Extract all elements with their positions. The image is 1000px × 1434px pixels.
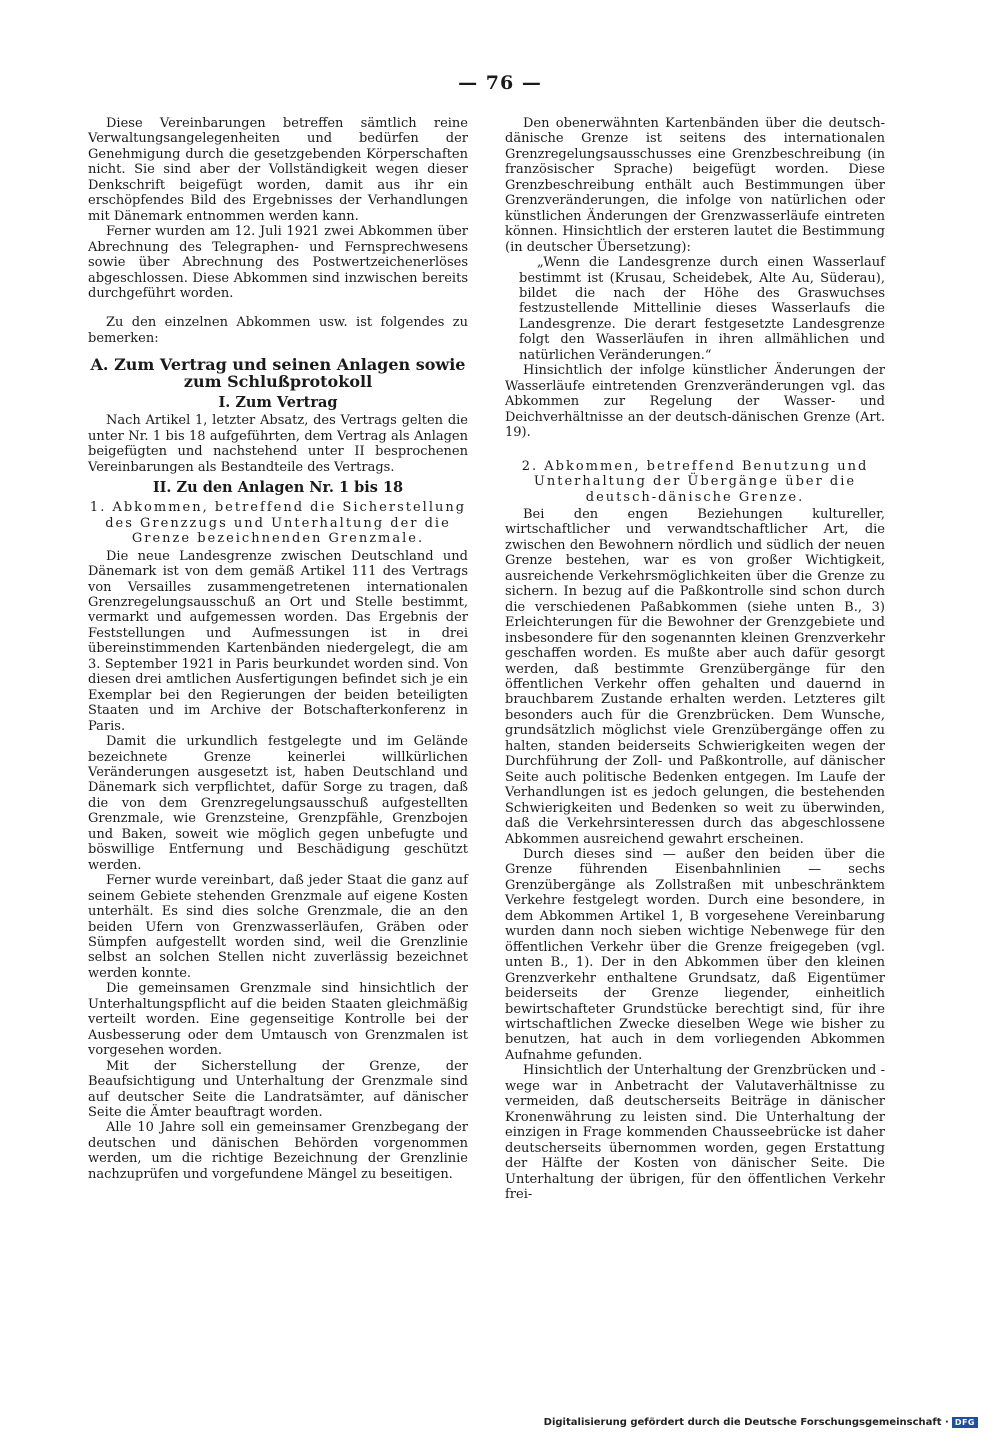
paragraph: Damit die urkundlich festgelegte und im Gelände bezeichnete Grenze keinerlei willkürlichen Veränderungen ausgesetzt ist, haben Deutschland und Dänemark sich verpflichtet, dafür Sorge zu tragen, daß die von dem Grenzregelungsausschuß aufgestellten Grenzmale, wie Grenzsteine, Grenzpfähle, Grenzbojen und Baken, soweit wie möglich gegen unbefugte und böswillige Entfernung und Beschädigung geschützt werden. bbox=[88, 734, 468, 873]
paragraph: Ferner wurde vereinbart, daß jeder Staat die ganz auf seinem Gebiete stehenden Grenzmale auf eigene Kosten unterhält. Es sind dies solche Grenzmale, die an den beiden Ufern von Grenzwasserläufen, Gräben oder Sümpfen aufgestellt worden sind, weil die Grenzlinie selbst an solchen Stellen nicht zuverlässig bezeichnet werden konnte. bbox=[88, 873, 468, 981]
paragraph: Hinsichtlich der Unterhaltung der Grenzbrücken und -wege war in Anbetracht der Valutaverhältnisse zu vermeiden, daß deutscherseits Beiträge in dänischer Kronenwährung zu leisten sind. Die Unterhaltung der einzigen in Frage kommenden Chausseebrücke ist daher deutscherseits übernommen worden, gegen Erstattung der Hälfte der Kosten von dänischer Seite. Die Unterhaltung der übrigen, für den öffentlichen Verkehr frei- bbox=[505, 1063, 885, 1202]
paragraph: Mit der Sicherstellung der Grenze, der Beaufsichtigung und Unterhaltung der Grenzmale sind auf deutscher Seite die Landratsämter, auf dänischer Seite die Ämter beauftragt worden. bbox=[88, 1058, 468, 1120]
paragraph: Die gemeinsamen Grenzmale sind hinsichtlich der Unterhaltungspflicht auf die beiden Staaten gleichmäßig verteilt worden. Eine gegenseitige Kontrolle bei der Ausbesserung oder dem Umtausch von Grenzmalen ist vorgesehen worden. bbox=[88, 981, 468, 1059]
paragraph: Hinsichtlich der infolge künstlicher Änderungen der Wasserläufe eintretenden Grenzveränderungen vgl. das Abkommen zur Regelung der Wasser- und Deichverhältnisse an der deutsch-dänischen Grenze (Art. 19). bbox=[505, 363, 885, 441]
section-heading-a: A. Zum Vertrag und seinen Anlagen sowie zum Schlußprotokoll bbox=[90, 355, 466, 392]
paragraph: Die neue Landesgrenze zwischen Deutschland und Dänemark ist von dem gemäß Artikel 111 des Vertrags von Versailles zusammengetretenen internationalen Grenzregelungsausschuß an Ort und Stelle bestimmt, vermarkt und aufgemessen worden. Das Ergebnis der Feststellungen und Aufmessungen ist in drei übereinstimmenden Kartenbänden niedergelegt, die am 3. September 1921 in Paris beurkundet worden sind. Von diesen drei amtlichen Ausfertigungen befindet sich je ein Exemplar bei den Regierungen der beiden beteiligten Staaten und im Archive der Botschafterkonferenz in Paris. bbox=[88, 548, 468, 734]
item-heading-2: 2. Abkommen, betreffend Benutzung und Unterhaltung der Übergänge über die deutsch-dänische Grenze. bbox=[521, 458, 869, 505]
page-number: — 76 — bbox=[458, 72, 542, 94]
quotation: „Wenn die Landesgrenze durch einen Wasserlauf bestimmt ist (Krusau, Scheidebek, Alte Au, Süderau), bildet die nach der Höhe des Graswuchses festzustellende Mittellinie dieses Wasserlaufs die Landesgrenze. Die derart festgesetzte Landesgrenze folgt den Wasserläufen in ihren allmählichen und natürlichen Veränderungen.“ bbox=[519, 255, 885, 363]
paragraph: Nach Artikel 1, letzter Absatz, des Vertrags gelten die unter Nr. 1 bis 18 aufgeführten, dem Vertrag als Anlagen beigefügten und nachstehend unter II besprochenen Vereinbarungen als Bestandteile des Vertrags. bbox=[88, 413, 468, 475]
paragraph: Ferner wurden am 12. Juli 1921 zwei Abkommen über Abrechnung des Telegraphen- und Fernsprechwesens sowie über Abrechnung des Postwertzeichenerlöses abgeschlossen. Diese Abkommen sind inzwischen bereits durchgeführt worden. bbox=[88, 224, 468, 301]
footer-text: Digitalisierung gefördert durch die Deutsche Forschungsgemeinschaft · bbox=[543, 1417, 949, 1428]
paragraph: Diese Vereinbarungen betreffen sämtlich reine Verwaltungsangelegenheiten und bedürfen der Genehmigung durch die gesetzgebenden Körperschaften nicht. Sie sind aber der Vollständigkeit wegen dieser Denkschrift beigefügt worden, damit aus ihr ein erschöpfendes Bild des Ergebnisses der Verhandlungen mit Dänemark entnommen werden kann. bbox=[88, 116, 468, 224]
paragraph: Alle 10 Jahre soll ein gemeinsamer Grenzbegang der deutschen und dänischen Behörden vorgenommen werden, um die richtige Bezeichnung der Grenzlinie nachzuprüfen und vorgefundene Mängel zu beseitigen. bbox=[88, 1120, 468, 1182]
paragraph: Bei den engen Beziehungen kultureller, wirtschaftlicher und verwandtschaftlicher Art, die zwischen den Bewohnern nördlich und südlich der neuen Grenze bestehen, war es von großer Wichtigkeit, ausreichende Verkehrsmöglichkeiten über die Grenze zu sichern. In bezug auf die Paßkontrolle sind schon durch die verschiedenen Paßabkommen (siehe unten B., 3) Erleichterungen für die Bewohner der Grenzgebiete und insbesondere für den sogenannten kleinen Grenzverkehr geschaffen worden. Es mußte aber auch dafür gesorgt werden, daß bestimmte Grenzübergänge für den öffentlichen Verkehr offen gehalten und dauernd in brauchbarem Zustande erhalten werden. Letzteres gilt besonders auch für die Grenzbrücken. Dem Wunsche, grundsätzlich möglichst viele Grenzübergänge offen zu halten, standen beiderseits Schwierigkeiten wegen der Durchführung der Zoll- und Paßkontrolle, auf dänischer Seite auch politische Bedenken entgegen. Im Laufe der Verhandlungen ist es jedoch gelungen, die bestehenden Schwierigkeiten und Bedenken so weit zu überwinden, daß die Verkehrsinteressen durch das abgeschlossene Abkommen ausreichend gewahrt erscheinen. bbox=[505, 507, 885, 847]
subsection-heading-ii: II. Zu den Anlagen Nr. 1 bis 18 bbox=[152, 479, 404, 497]
paragraph: Zu den einzelnen Abkommen usw. ist folgendes zu bemerken: bbox=[88, 315, 468, 346]
paragraph: Durch dieses sind — außer den beiden über die Grenze führenden Eisenbahnlinien — sechs Grenzübergänge als Zollstraßen mit unbeschränktem Verkehre festgelegt worden. Durch eine besondere, in dem Abkommen Artikel 1, B vorgesehene Vereinbarung wurden dann noch sieben wichtige Nebenwege für den öffentlichen Verkehr über die Grenze freigegeben (vgl. unten B., 1). Der in den Abkommen über den kleinen Grenzverkehr enthaltene Grundsatz, daß Eigentümer beiderseits der Grenze liegender, einheitlich bewirtschafteter Grundstücke berechtigt sind, für ihre wirtschaftlichen Zwecke dieselben Wege wie bisher zu benutzen, hat auch in dem vorliegenden Abkommen Aufnahme gefunden. bbox=[505, 846, 885, 1063]
subsection-heading-i: I. Zum Vertrag bbox=[218, 394, 338, 412]
paragraph: Den obenerwähnten Kartenbänden über die deutsch-dänische Grenze ist seitens des internationalen Grenzregelungsausschusses eine Grenzbeschreibung (in französischer Sprache) beigefügt worden. Diese Grenzbeschreibung enthält auch Bestimmungen über Grenzveränderungen, die infolge von natürlichen oder künstlichen Änderungen der Grenzwasserläufe eintreten können. Hinsichtlich der ersteren lautet die Bestimmung (in deutscher Übersetzung): bbox=[505, 116, 885, 255]
left-column bbox=[88, 116, 468, 1182]
dfg-logo: DFG bbox=[952, 1417, 978, 1428]
right-column bbox=[505, 116, 885, 1202]
item-heading-1: 1. Abkommen, betreffend die Sicherstellung des Grenzzugs und Unterhaltung der die Grenze bezeichnenden Grenzmale. bbox=[89, 500, 467, 547]
digitization-footer bbox=[544, 1417, 978, 1428]
